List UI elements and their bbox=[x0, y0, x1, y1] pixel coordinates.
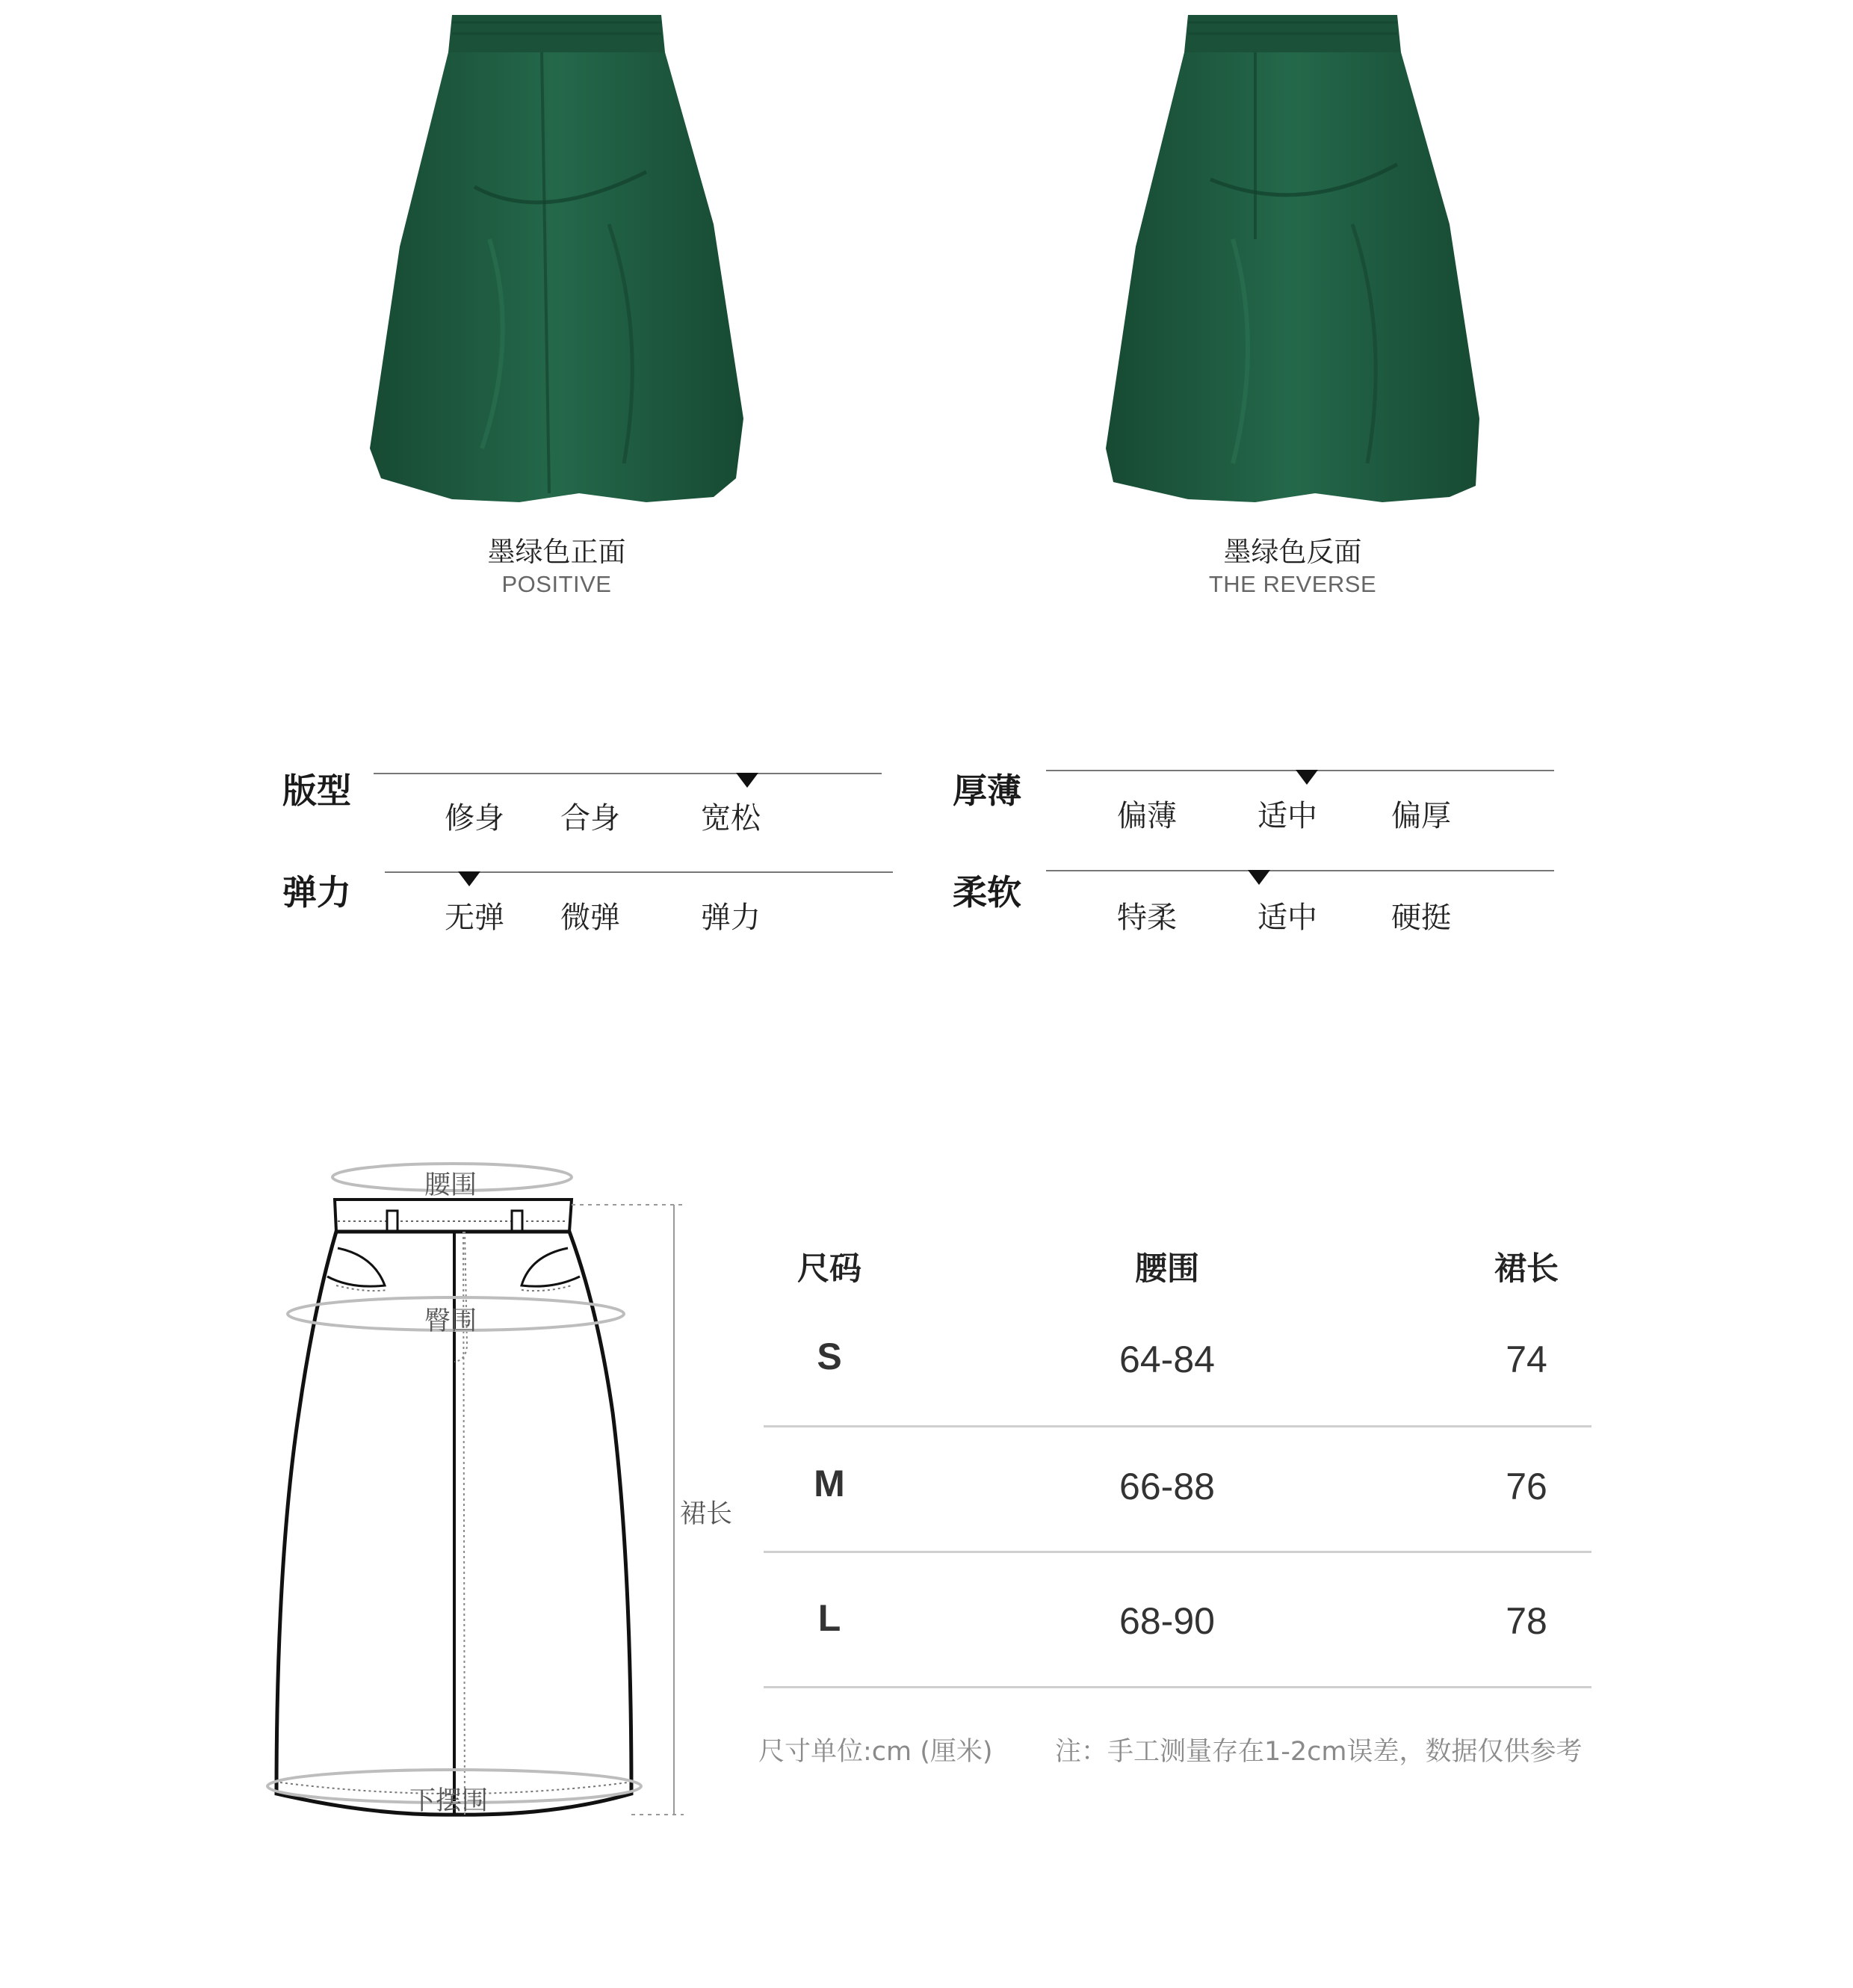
header-size: 尺码 bbox=[797, 1250, 861, 1288]
row-divider bbox=[764, 1425, 1591, 1427]
attribute-option: 特柔 bbox=[1117, 901, 1177, 935]
length-cell: 76 bbox=[1506, 1466, 1547, 1507]
waist-cell: 64-84 bbox=[1119, 1339, 1215, 1380]
length-label: 裙长 bbox=[680, 1499, 733, 1529]
selected-marker-icon bbox=[458, 871, 480, 886]
length-cell: 74 bbox=[1506, 1339, 1547, 1380]
selected-marker-icon bbox=[736, 773, 758, 788]
skirt-back-image bbox=[1031, 0, 1554, 523]
attribute-option: 偏厚 bbox=[1391, 799, 1451, 833]
attribute-option: 宽松 bbox=[701, 801, 761, 836]
product-name-cn: 墨绿色反面 bbox=[1223, 536, 1362, 568]
waist-label: 腰围 bbox=[424, 1170, 477, 1200]
size-cell: M bbox=[814, 1463, 845, 1504]
length-cell: 78 bbox=[1506, 1600, 1547, 1642]
waist-cell: 68-90 bbox=[1119, 1600, 1215, 1642]
hem-label: 下摆围 bbox=[409, 1786, 489, 1816]
attribute-title: 版型 bbox=[282, 771, 351, 811]
header-length: 裙长 bbox=[1494, 1250, 1559, 1288]
attribute-option: 弹力 bbox=[701, 901, 761, 935]
row-divider bbox=[764, 1686, 1591, 1688]
size-cell: L bbox=[817, 1597, 841, 1639]
attribute-title: 厚薄 bbox=[953, 771, 1021, 811]
attribute-option: 微弹 bbox=[560, 901, 620, 935]
selected-marker-icon bbox=[1296, 770, 1318, 785]
product-name-cn: 墨绿色正面 bbox=[487, 536, 626, 568]
attribute-option: 合身 bbox=[560, 801, 620, 836]
measurement-diagram bbox=[254, 1143, 777, 1853]
attribute-option: 无弹 bbox=[445, 901, 504, 935]
disclaimer-note: 注：手工测量存在1-2cm误差，数据仅供参考 bbox=[1055, 1737, 1583, 1767]
attribute-title: 弹力 bbox=[282, 872, 351, 913]
size-cell: S bbox=[817, 1336, 842, 1377]
attribute-scale-line bbox=[374, 773, 882, 774]
attribute-option: 硬挺 bbox=[1391, 901, 1451, 935]
attribute-option: 适中 bbox=[1257, 901, 1317, 935]
selected-marker-icon bbox=[1248, 870, 1270, 885]
attribute-option: 偏薄 bbox=[1117, 799, 1177, 833]
header-waist: 腰围 bbox=[1135, 1250, 1199, 1288]
attribute-title: 柔软 bbox=[953, 872, 1021, 913]
product-name-en: THE REVERSE bbox=[1208, 571, 1377, 597]
product-front bbox=[295, 0, 818, 613]
skirt-front-image bbox=[295, 0, 818, 523]
attribute-option: 修身 bbox=[445, 801, 504, 836]
product-name-en: POSITIVE bbox=[501, 571, 612, 597]
unit-note: 尺寸单位:cm (厘米) bbox=[758, 1737, 993, 1767]
waist-cell: 66-88 bbox=[1119, 1466, 1215, 1507]
attribute-option: 适中 bbox=[1257, 799, 1317, 833]
row-divider bbox=[764, 1551, 1591, 1553]
hip-label: 臀围 bbox=[424, 1306, 477, 1336]
attribute-scale-line bbox=[1046, 870, 1554, 871]
product-back bbox=[1031, 0, 1554, 613]
